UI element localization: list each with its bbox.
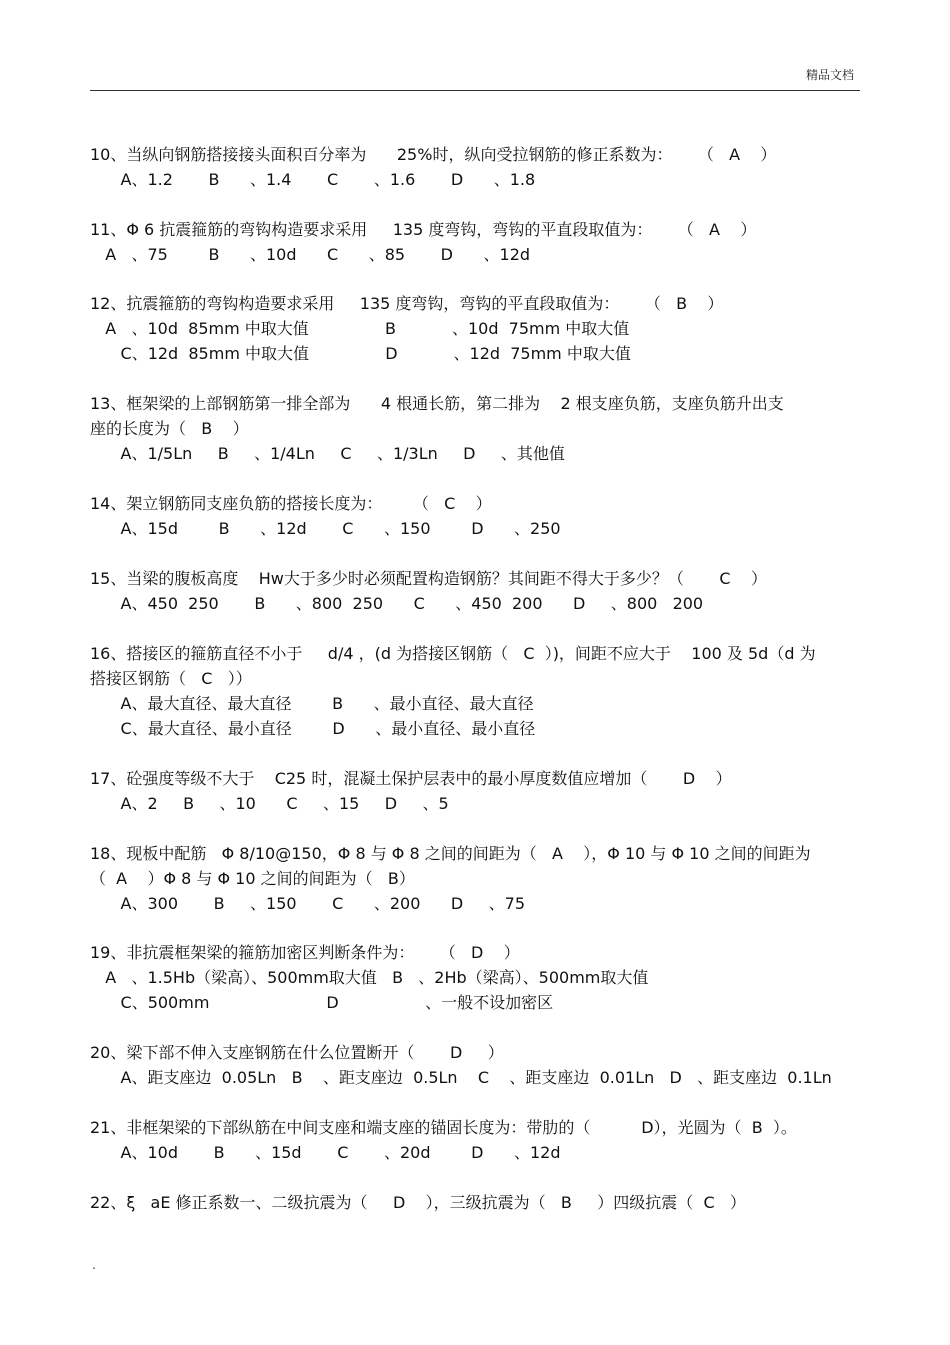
question-text: 14、架立钢筋同支座负筋的搭接长度为： （ C ） (90, 494, 492, 513)
question-text: 13、框架梁的上部钢筋第一排全部为 4 根通长筋，第二排为 2 根支座负筋，支座负筋升出支 (90, 394, 784, 413)
question-line: A、1/5Ln B 、1/4Ln C 、1/3Ln D 、其他值 (90, 444, 565, 463)
question-14 (90, 491, 865, 541)
question-line: A、1.2 B 、1.4 C 、1.6 D 、1.8 (90, 170, 536, 189)
question-text: 17、砼强度等级不大于 C25 时，混凝土保护层表中的最小厚度数值应增加（ D ） (90, 769, 732, 788)
question-line: A 、10d 85mm 中取大值 B 、10d 75mm 中取大值 (90, 319, 630, 338)
question-22 (90, 1190, 865, 1215)
question-10 (90, 142, 865, 192)
question-17 (90, 766, 865, 816)
header-rule (90, 90, 860, 91)
question-line: A、450 250 B 、800 250 C 、450 200 D 、800 200 (90, 594, 704, 613)
question-line: A、最大直径、最大直径 B 、最小直径、最大直径 (90, 694, 534, 713)
question-text: 11、Φ 6 抗震箍筋的弯钩构造要求采用 135 度弯钩，弯钩的平直段取值为： （ A ） (90, 220, 757, 239)
question-text: 20、梁下部不伸入支座钢筋在什么位置断开（ D ） (90, 1043, 504, 1062)
question-21 (90, 1115, 865, 1165)
question-19 (90, 940, 865, 1015)
question-12 (90, 291, 865, 366)
question-11 (90, 217, 865, 267)
question-15 (90, 566, 865, 616)
question-line: A、2 B 、10 C 、15 D 、5 (90, 794, 449, 813)
question-line: A 、75 B 、10d C 、85 D 、12d (90, 245, 531, 264)
question-line: A、300 B 、150 C 、200 D 、75 (90, 894, 526, 913)
question-text: 18、现板中配筋 Φ 8/10@150，Φ 8 与 Φ 8 之间的间距为（ A ），Φ 10 与 Φ 10 之间的间距为 (90, 844, 811, 863)
question-text: 16、搭接区的箍筋直径不小于 d/4 ，(d 为搭接区钢筋（ C ）)，间距不应大于 100 及 5d（d 为 (90, 644, 816, 663)
question-text: 22、ξ aE 修正系数一、二级抗震为（ D ），三级抗震为（ B ）四级抗震（ C ） (90, 1193, 746, 1212)
question-line: A 、1.5Hb（梁高）、500mm取大值 B 、2Hb（梁高）、500mm取大值 (90, 968, 649, 987)
question-text: 10、当纵向钢筋搭接接头面积百分率为 25%时，纵向受拉钢筋的修正系数为： （ A ） (90, 145, 777, 164)
question-line: A、距支座边 0.05Ln B 、距支座边 0.5Ln C 、距支座边 0.01Ln D 、距支座边 0.1Ln (90, 1068, 832, 1087)
question-text: 12、抗震箍筋的弯钩构造要求采用 135 度弯钩，弯钩的平直段取值为： （ B ） (90, 294, 724, 313)
question-16 (90, 641, 865, 741)
question-line: A、10d B 、15d C 、20d D 、12d (90, 1143, 561, 1162)
question-line: A、15d B 、12d C 、150 D 、250 (90, 519, 561, 538)
question-line: 搭接区钢筋（ C ）） (90, 669, 252, 688)
question-text: 19、非抗震框架梁的箍筋加密区判断条件为： （ D ） (90, 943, 520, 962)
question-line: （ A ）Φ 8 与 Φ 10 之间的间距为（ B） (90, 869, 415, 888)
question-20 (90, 1040, 865, 1090)
question-18 (90, 841, 865, 916)
page-header: 精品文档 (805, 68, 854, 82)
footer-dot: . (92, 1258, 96, 1272)
question-13 (90, 391, 865, 466)
question-text: 21、非框架梁的下部纵筋在中间支座和端支座的锚固长度为：带肋的（ D），光圆为（ B ）。 (90, 1118, 797, 1137)
question-line: C、500mm D 、一般不设加密区 (90, 993, 554, 1012)
question-line: 座的长度为（ B ） (90, 419, 249, 438)
question-line: C、12d 85mm 中取大值 D 、12d 75mm 中取大值 (90, 344, 631, 363)
question-line: C、最大直径、最小直径 D 、最小直径、最小直径 (90, 719, 536, 738)
question-text: 15、当梁的腹板高度 Hw大于多少时必须配置构造钢筋？其间距不得大于多少？（ C ） (90, 569, 767, 588)
